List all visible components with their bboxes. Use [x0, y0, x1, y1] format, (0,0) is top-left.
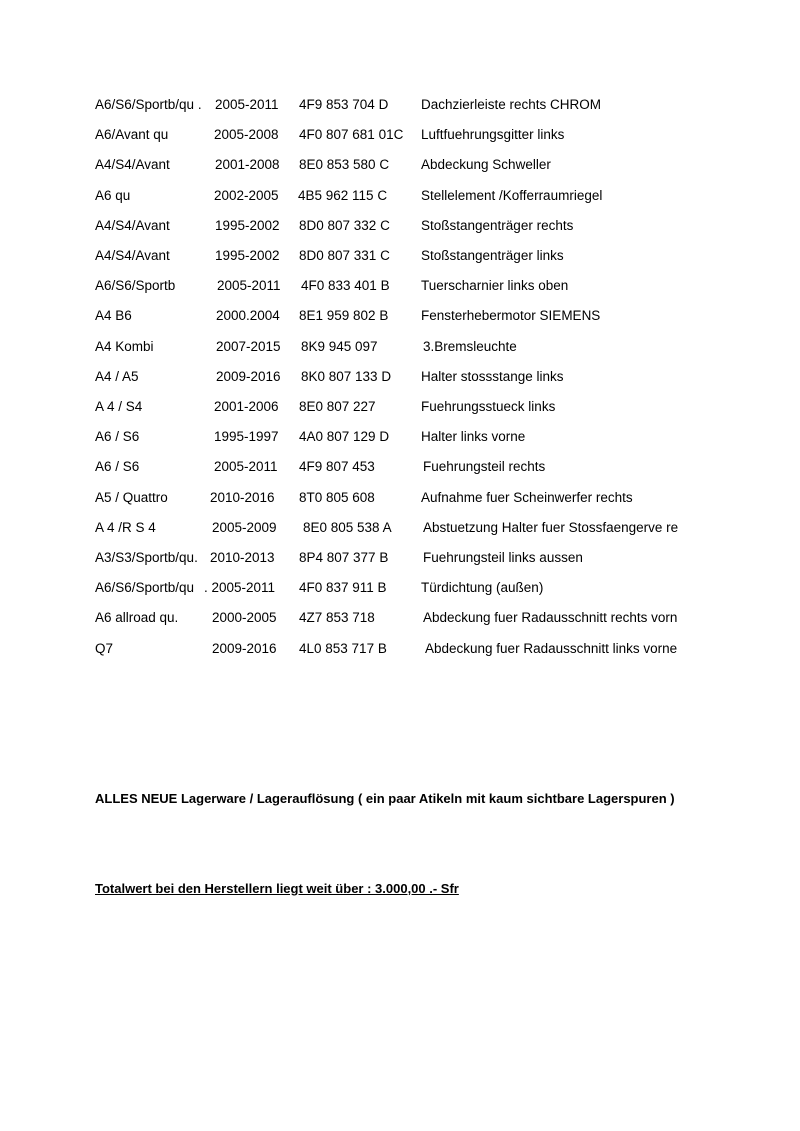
model-years: 1995-2002 — [215, 218, 280, 233]
vehicle-model: A6 / S6 — [95, 429, 140, 444]
part-number: 4Z7 853 718 — [299, 610, 375, 625]
part-number: 8E0 853 580 C — [299, 157, 390, 172]
part-description: Abdeckung fuer Radausschnitt links vorne — [425, 641, 678, 656]
model-years: 2010-2013 — [210, 550, 275, 565]
part-description: 3.Bremsleuchte — [423, 339, 517, 354]
vehicle-model: A4/S4/Avant — [95, 157, 170, 172]
model-years: 2005-2011 — [215, 97, 279, 112]
part-row — [0, 457, 800, 477]
part-number: 4L0 853 717 B — [299, 641, 387, 656]
vehicle-model: A 4 /R S 4 — [95, 520, 156, 535]
part-number: 4F0 807 681 01C — [299, 127, 404, 142]
model-years: . 2005-2011 — [204, 580, 276, 595]
part-number: 8E0 805 538 A — [303, 520, 392, 535]
part-description: Türdichtung (außen) — [421, 580, 544, 595]
part-row — [0, 578, 800, 598]
vehicle-model: A4 Kombi — [95, 339, 154, 354]
part-description: Stellelement /Kofferraumriegel — [421, 188, 603, 203]
part-row — [0, 639, 800, 659]
part-number: 8D0 807 332 C — [299, 218, 390, 233]
vehicle-model: A 4 / S4 — [95, 399, 143, 414]
vehicle-model: A4 / A5 — [95, 369, 139, 384]
vehicle-model: A5 / Quattro — [95, 490, 168, 505]
vehicle-model: Q7 — [95, 641, 114, 656]
part-description: Tuerscharnier links oben — [421, 278, 569, 293]
part-number: 4F0 833 401 B — [301, 278, 390, 293]
part-description: Halter links vorne — [421, 429, 526, 444]
part-row — [0, 427, 800, 447]
part-description: Fuehrungsteil rechts — [423, 459, 546, 474]
part-description: Luftfuehrungsgitter links — [421, 127, 565, 142]
part-row — [0, 397, 800, 417]
vehicle-model: A4 B6 — [95, 308, 132, 323]
part-number: 8K0 807 133 D — [301, 369, 392, 384]
part-number: 8K9 945 097 — [301, 339, 378, 354]
part-row — [0, 246, 800, 266]
model-years: 2005-2008 — [214, 127, 279, 142]
part-number: 8E1 959 802 B — [299, 308, 389, 323]
vehicle-model: A4/S4/Avant — [95, 218, 170, 233]
part-row — [0, 276, 800, 296]
model-years: 2000-2005 — [212, 610, 277, 625]
part-row — [0, 306, 800, 326]
part-description: Fuehrungsteil links aussen — [423, 550, 583, 565]
vehicle-model: A4/S4/Avant — [95, 248, 170, 263]
model-years: 2005-2011 — [214, 459, 278, 474]
model-years: 2009-2016 — [216, 369, 281, 384]
vehicle-model: A6/S6/Sportb/qu — [95, 580, 195, 595]
part-description: Stoßstangenträger rechts — [421, 218, 574, 233]
part-row — [0, 367, 800, 387]
part-row — [0, 488, 800, 508]
part-row — [0, 125, 800, 145]
vehicle-model: A6 / S6 — [95, 459, 140, 474]
model-years: 2002-2005 — [214, 188, 279, 203]
part-description: Stoßstangenträger links — [421, 248, 564, 263]
part-description: Aufnahme fuer Scheinwerfer rechts — [421, 490, 633, 505]
vehicle-model: A6 qu — [95, 188, 131, 203]
part-description: Abdeckung Schweller — [421, 157, 551, 172]
part-number: 8P4 807 377 B — [299, 550, 389, 565]
part-row — [0, 337, 800, 357]
part-row — [0, 548, 800, 568]
total-value-note: Totalwert bei den Herstellern liegt weit über : 3.000,00 .- Sfr — [95, 881, 459, 896]
model-years: 2001-2008 — [215, 157, 280, 172]
vehicle-model: A6/S6/Sportb/qu . — [95, 97, 202, 112]
part-number: 4F9 807 453 — [299, 459, 375, 474]
part-description: Halter stossstange links — [421, 369, 564, 384]
model-years: 1995-2002 — [215, 248, 280, 263]
part-row — [0, 518, 800, 538]
part-row — [0, 608, 800, 628]
part-row — [0, 186, 800, 206]
part-number: 4F9 853 704 D — [299, 97, 389, 112]
part-description: Abdeckung fuer Radausschnitt rechts vorn — [423, 610, 678, 625]
model-years: 2009-2016 — [212, 641, 277, 656]
model-years: 2001-2006 — [214, 399, 279, 414]
vehicle-model: A6/S6/Sportb — [95, 278, 176, 293]
vehicle-model: A3/S3/Sportb/qu. — [95, 550, 198, 565]
part-number: 4B5 962 115 C — [298, 188, 388, 203]
model-years: 2005-2009 — [212, 520, 277, 535]
model-years: 2000.2004 — [216, 308, 280, 323]
part-number: 8E0 807 227 — [299, 399, 376, 414]
stock-note: ALLES NEUE Lagerware / Lagerauflösung ( ein paar Atikeln mit kaum sichtbare Lagerspuren ) — [95, 791, 675, 806]
part-number: 8T0 805 608 — [299, 490, 375, 505]
part-description: Fensterhebermotor SIEMENS — [421, 308, 601, 323]
model-years: 2010-2016 — [210, 490, 275, 505]
part-number: 4A0 807 129 D — [299, 429, 390, 444]
part-description: Dachzierleiste rechts CHROM — [421, 97, 602, 112]
vehicle-model: A6/Avant qu — [95, 127, 169, 142]
model-years: 1995-1997 — [214, 429, 279, 444]
model-years: 2005-2011 — [217, 278, 281, 293]
part-number: 8D0 807 331 C — [299, 248, 390, 263]
vehicle-model: A6 allroad qu. — [95, 610, 179, 625]
part-number: 4F0 837 911 B — [299, 580, 387, 595]
part-description: Abstuetzung Halter fuer Stossfaengerve re — [423, 520, 679, 535]
part-row — [0, 216, 800, 236]
model-years: 2007-2015 — [216, 339, 281, 354]
part-row — [0, 95, 800, 115]
part-description: Fuehrungsstueck links — [421, 399, 556, 414]
part-row — [0, 155, 800, 175]
